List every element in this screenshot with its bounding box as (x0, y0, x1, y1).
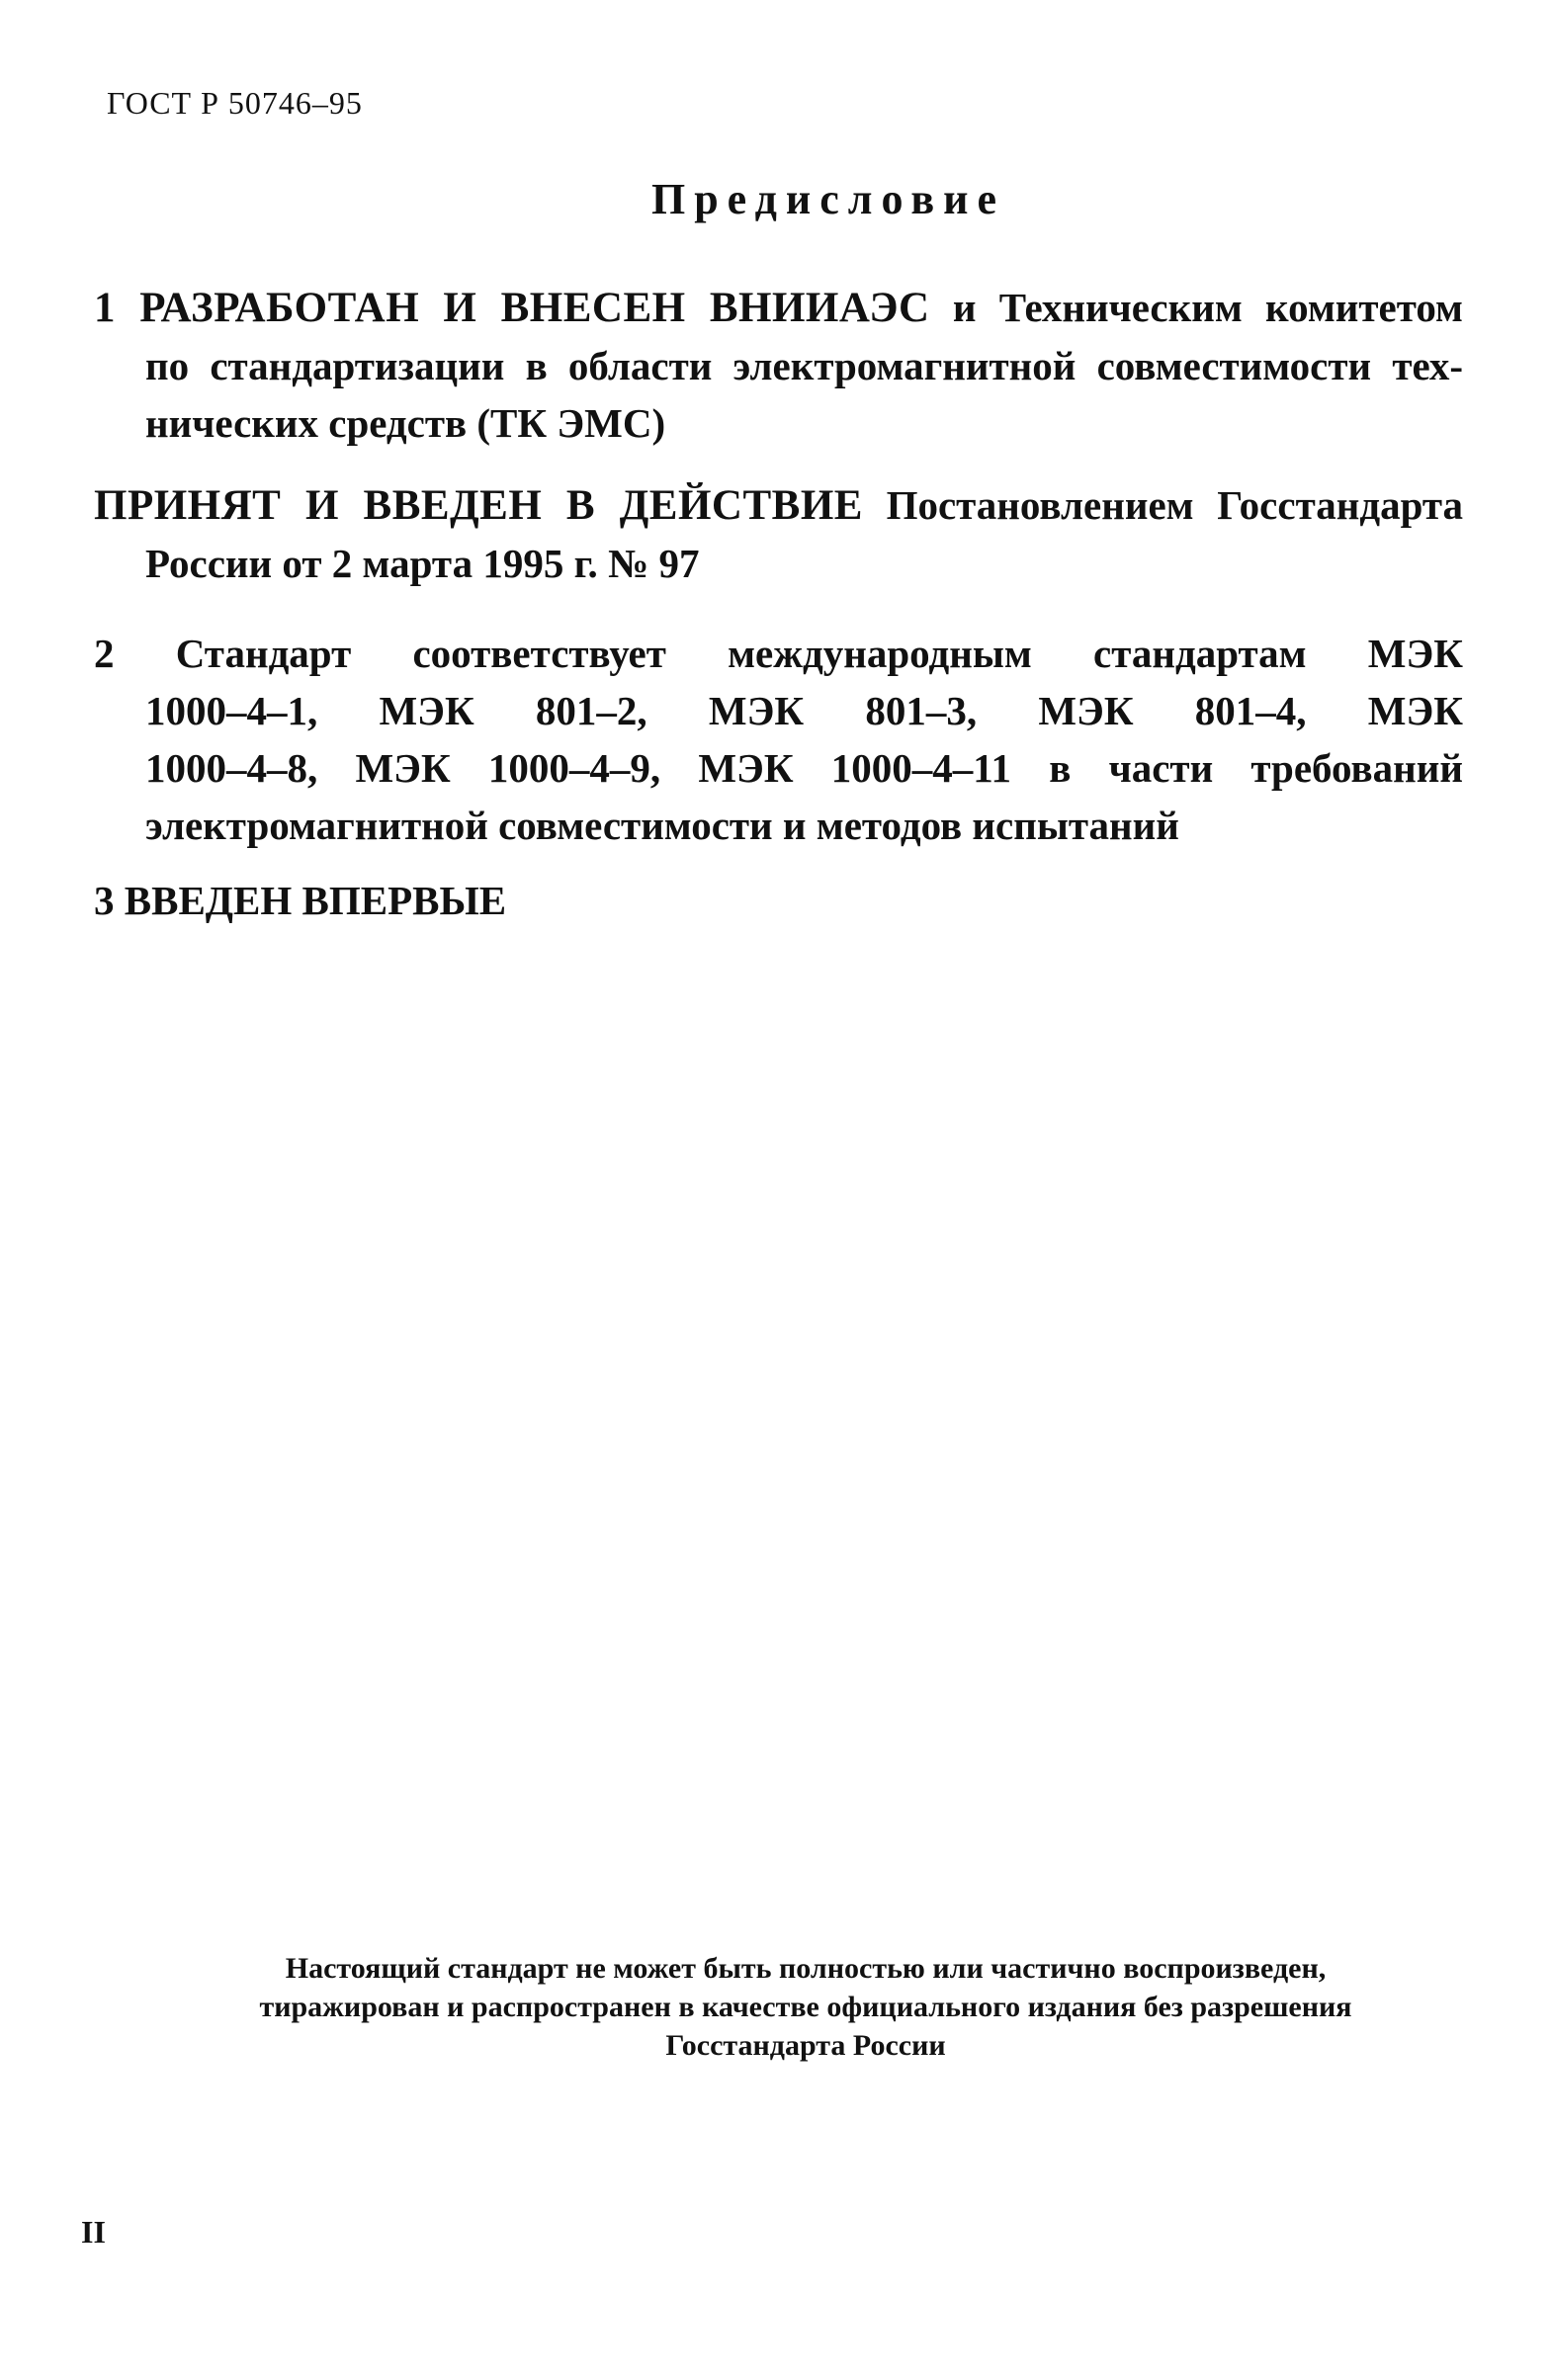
section-adopted-line-1 (94, 476, 1463, 535)
copyright-notice-line-1: Настоящий стандарт не может быть полностью или частично воспроизведен, (285, 1952, 1327, 1985)
section-2-line-2: 1000–4–1, МЭК 801–2, МЭК 801–3, МЭК 801–4, МЭК (145, 688, 1463, 733)
page-number: II (81, 2214, 106, 2250)
page-title: Предисловие (650, 175, 1005, 223)
section-1-line-3: нических средств (ТК ЭМС) (145, 400, 666, 446)
section-2-line-1: 2 Стандарт соответствует международным стандартам МЭК (94, 631, 1463, 676)
section-2-line-3: 1000–4–8, МЭК 1000–4–9, МЭК 1000–4–11 в части требований (145, 745, 1463, 791)
section-3 (94, 872, 1463, 929)
section-2-line-4: электромагнитной совместимости и методов испытаний (145, 803, 1179, 848)
section-2 (94, 625, 1463, 854)
section-adopted-line-2: России от 2 марта 1995 г. № 97 (145, 541, 700, 586)
section-1-lead-rest: и Техническим комитетом (929, 285, 1463, 330)
section-3-line-1: 3 ВВЕДЕН ВПЕРВЫЕ (94, 878, 507, 923)
section-1 (94, 279, 1463, 452)
section-1-line-2: по стандартизации в области электромагнитной совместимости тех- (145, 343, 1463, 388)
copyright-notice (148, 1949, 1463, 2065)
document-code: ГОСТ Р 50746–95 (107, 85, 363, 121)
section-adopted-lead-rest: Постановлением Госстандарта (862, 482, 1463, 528)
section-1-lead: 1 РАЗРАБОТАН И ВНЕСЕН ВНИИАЭС (94, 285, 930, 331)
copyright-notice-line-2: тиражирован и распространен в качестве официального издания без разрешения (259, 1991, 1352, 2023)
section-adopted (94, 476, 1463, 592)
copyright-notice-line-3: Госстандарта России (665, 2029, 946, 2062)
section-1-line-1 (94, 279, 1463, 337)
section-adopted-lead: ПРИНЯТ И ВВЕДЕН В ДЕЙСТВИЕ (94, 482, 863, 529)
